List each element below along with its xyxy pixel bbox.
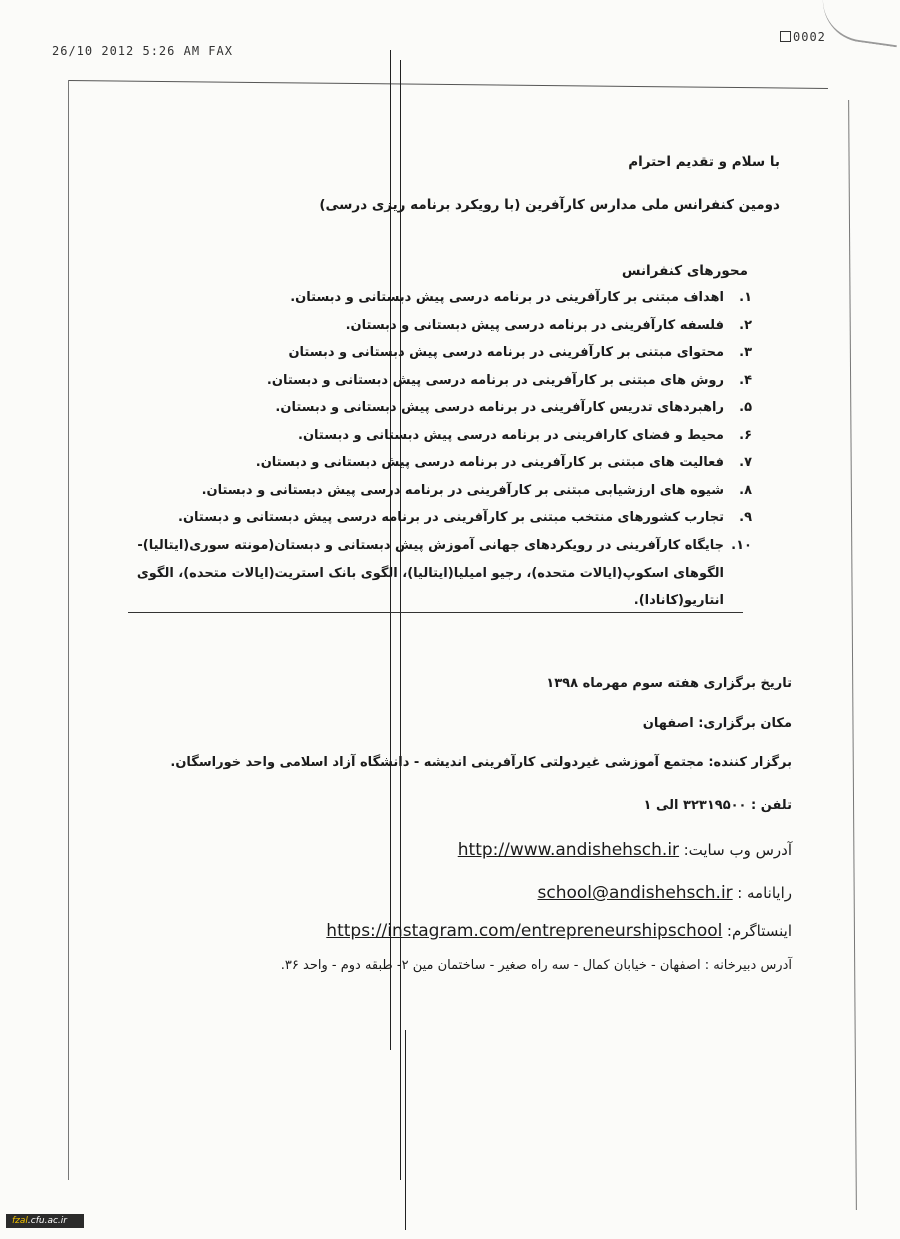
email-label: رایانامه :	[737, 884, 792, 902]
list-item: ۴.روش های مبتنی بر کارآفرینی در برنامه درسی پیش دبستانی و دبستان.	[266, 373, 752, 388]
page-curl	[817, 0, 900, 47]
greeting: با سلام و تقدیم احترام	[628, 154, 780, 170]
event-organizer: برگزار کننده: مجتمع آموزشی غیردولتی کارآفرینی اندیشه - دانشگاه آزاد اسلامی واحد خوراسگان.	[170, 755, 792, 770]
axes-heading: محورهای کنفرانس	[621, 263, 748, 279]
event-date: تاریخ برگزاری هفته سوم مهرماه ۱۳۹۸	[546, 676, 792, 691]
list-item-continuation: انتاریو(کانادا).	[633, 593, 724, 608]
list-item: ۳.محتوای مبتنی بر کارآفرینی در برنامه درسی پیش دبستانی و دبستان	[288, 345, 752, 360]
list-item: ۸.شیوه های ارزشیابی مبتنی بر کارآفرینی در برنامه درسی پیش دبستانی و دبستان.	[201, 483, 752, 498]
frame-top	[68, 80, 828, 89]
fax-header: 26/10 2012 5:26 AM FAX	[52, 44, 233, 58]
instagram-label: اینستاگرم:	[726, 922, 792, 940]
divider	[128, 612, 743, 613]
email-link[interactable]: school@andishehsch.ir	[537, 883, 733, 903]
list-item: ۷.فعالیت های مبتنی بر کارآفرینی در برنامه درسی پیش دبستانی و دبستان.	[255, 455, 752, 470]
website-link[interactable]: http://www.andishehsch.ir	[457, 840, 680, 860]
frame-right	[848, 100, 857, 1210]
website-label: آدرس وب سایت:	[683, 841, 792, 859]
scan-line	[400, 60, 401, 1180]
watermark-badge: fzal.cfu.ac.ir	[6, 1214, 84, 1228]
event-phone: تلفن : ۳۲۳۱۹۵۰۰ الی ۱	[643, 798, 792, 813]
list-item: ۱.اهداف مبتنی بر کارآفرینی در برنامه درسی پیش دبستانی و دبستان.	[290, 290, 752, 305]
list-item: ۱۰.جایگاه کارآفرینی در رویکردهای جهانی آموزش پیش دبستانی و دبستان(مونته سوری(ایتالیا)-	[137, 538, 752, 553]
website-row	[458, 840, 792, 860]
secretariat-address: آدرس دبیرخانه : اصفهان - خیابان کمال - سه راه صغیر - ساختمان مین ۲- طبقه دوم - واحد ۳۶.	[280, 958, 792, 973]
event-venue: مکان برگزاری: اصفهان	[642, 716, 792, 731]
checkbox-icon	[780, 31, 791, 42]
list-item: ۲.فلسفه کارآفرینی در برنامه درسی پیش دبستانی و دبستان.	[345, 318, 752, 333]
email-row	[537, 883, 792, 903]
scan-line	[405, 1030, 406, 1230]
frame-left	[68, 80, 69, 1180]
list-item-continuation: الگوهای اسکوپ(ایالات متحده)، رجیو امیلیا(ایتالیا)، الگوی بانک استریت(ایالات متحده)، الگوی	[136, 566, 724, 581]
instagram-link[interactable]: https://instagram.com/entrepreneurshipschool	[326, 921, 723, 941]
conference-title: دومین کنفرانس ملی مدارس کارآفرین (با رویکرد برنامه ریزی درسی)	[319, 197, 780, 213]
instagram-row	[326, 921, 792, 941]
list-item: ۶.محیط و فضای کارافرینی در برنامه درسی پیش دبستانی و دبستان.	[298, 428, 752, 443]
page-number: 0002	[780, 30, 826, 44]
list-item: ۹.تجارب کشورهای منتخب مبتنی بر کارآفرینی در برنامه درسی پیش دبستانی و دبستان.	[178, 510, 752, 525]
list-item: ۵.راهبردهای تدریس کارآفرینی در برنامه درسی پیش دبستانی و دبستان.	[275, 400, 752, 415]
